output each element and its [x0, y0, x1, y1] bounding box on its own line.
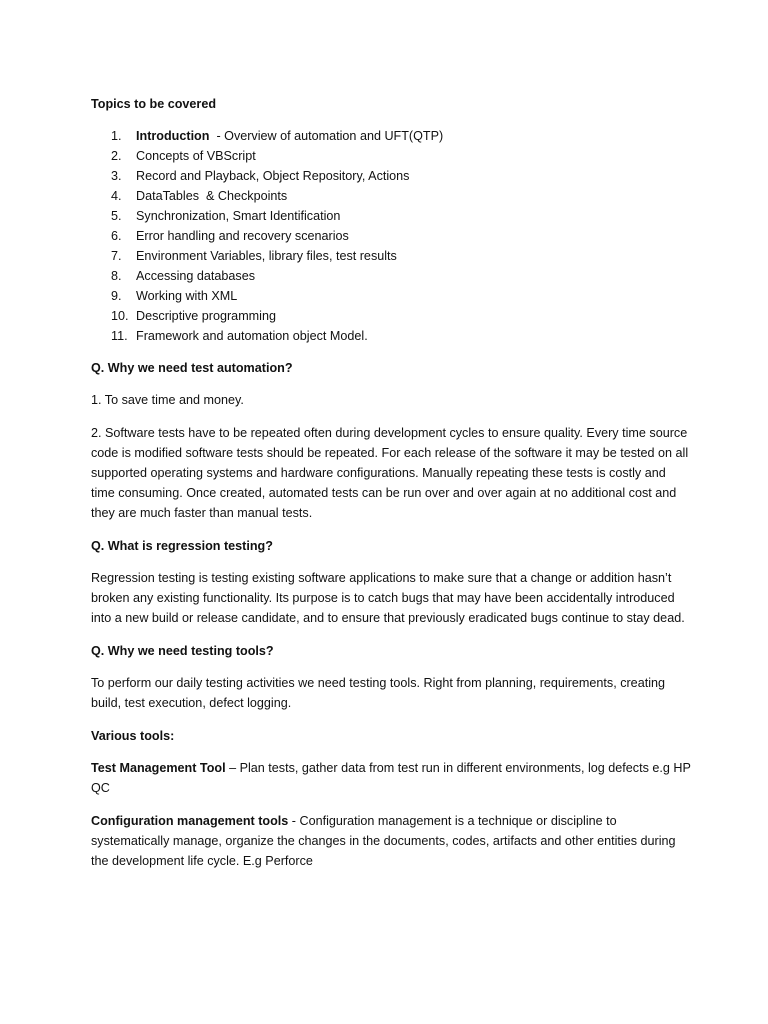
configuration-management-label: Configuration management tools — [91, 814, 289, 828]
list-item-text — [136, 126, 443, 146]
list-item-text: Synchronization, Smart Identification — [136, 209, 341, 223]
list-item-number: 6. — [111, 229, 122, 243]
list-item-text: Environment Variables, library files, test results — [136, 249, 397, 263]
question-testing-tools: Q. Why we need testing tools? — [91, 644, 274, 658]
list-item — [91, 266, 691, 286]
various-tools-heading: Various tools: — [91, 729, 175, 743]
test-management-tool-text: – Plan tests, gather data from test run in different environments, log defects e.g HP QC — [91, 761, 691, 795]
list-item-number: 10. — [111, 309, 129, 323]
list-item-text: Framework and automation object Model. — [136, 329, 368, 343]
question-test-automation: Q. Why we need test automation? — [91, 361, 293, 375]
list-item-text: Record and Playback, Object Repository, Actions — [136, 169, 410, 183]
list-item — [91, 186, 691, 206]
list-item-number: 3. — [111, 169, 122, 183]
list-item — [91, 166, 691, 186]
answer-save-time: 1. To save time and money. — [91, 393, 244, 407]
list-item — [91, 206, 691, 226]
list-item-text: Accessing databases — [136, 269, 256, 283]
list-item-number: 5. — [111, 209, 122, 223]
configuration-management-text: - Configuration management is a technique or discipline to systematically manage, organize the changes in the documents, codes, artifacts and other entities during the development life cycle. E.g Perforce — [91, 814, 676, 868]
list-item-text: DataTables & Checkpoints — [136, 189, 288, 203]
answer-repeated-tests: 2. Software tests have to be repeated often during development cycles to ensure quality. Every time source code is modified software tests should be repeated. For each release of the software it may be tested on all supported operating systems and hardware configurations. Manually repeating these tests is costly and time consuming. Once created, automated tests can be run over and over again at no additional cost and they are much faster than manual tests. — [91, 426, 689, 520]
list-item — [91, 226, 691, 246]
list-item-text: Working with XML — [136, 289, 238, 303]
list-item-number: 4. — [111, 189, 122, 203]
topics-heading: Topics to be covered — [91, 97, 217, 111]
list-item — [91, 306, 691, 326]
test-management-tool-paragraph — [91, 758, 691, 798]
list-item-text: Descriptive programming — [136, 309, 276, 323]
list-item-bold: Introduction — [136, 129, 210, 143]
list-item — [91, 126, 691, 146]
list-item-number: 7. — [111, 249, 122, 263]
document-content — [91, 94, 691, 884]
list-item — [91, 246, 691, 266]
list-item-rest: - Overview of automation and UFT(QTP) — [209, 129, 444, 143]
list-item-text: Concepts of VBScript — [136, 149, 256, 163]
list-item-number: 9. — [111, 289, 122, 303]
list-item-number: 11. — [111, 329, 128, 343]
configuration-management-paragraph — [91, 811, 691, 871]
question-regression-testing: Q. What is regression testing? — [91, 539, 273, 553]
list-item-number: 2. — [111, 149, 122, 163]
answer-testing-tools: To perform our daily testing activities we need testing tools. Right from planning, requirements, creating build, test execution, defect logging. — [91, 676, 665, 710]
list-item-number: 1. — [111, 129, 122, 143]
list-item — [91, 326, 691, 346]
list-item-number: 8. — [111, 269, 122, 283]
topics-list — [91, 126, 691, 346]
test-management-tool-label: Test Management Tool — [91, 761, 226, 775]
list-item — [91, 286, 691, 306]
list-item-text: Error handling and recovery scenarios — [136, 229, 349, 243]
answer-regression-testing: Regression testing is testing existing software applications to make sure that a change or addition hasn’t broken any existing functionality. Its purpose is to catch bugs that may have been accidentally introduced into a new build or release candidate, and to ensure that previously eradicated bugs continue to stay dead. — [91, 571, 685, 625]
list-item — [91, 146, 691, 166]
